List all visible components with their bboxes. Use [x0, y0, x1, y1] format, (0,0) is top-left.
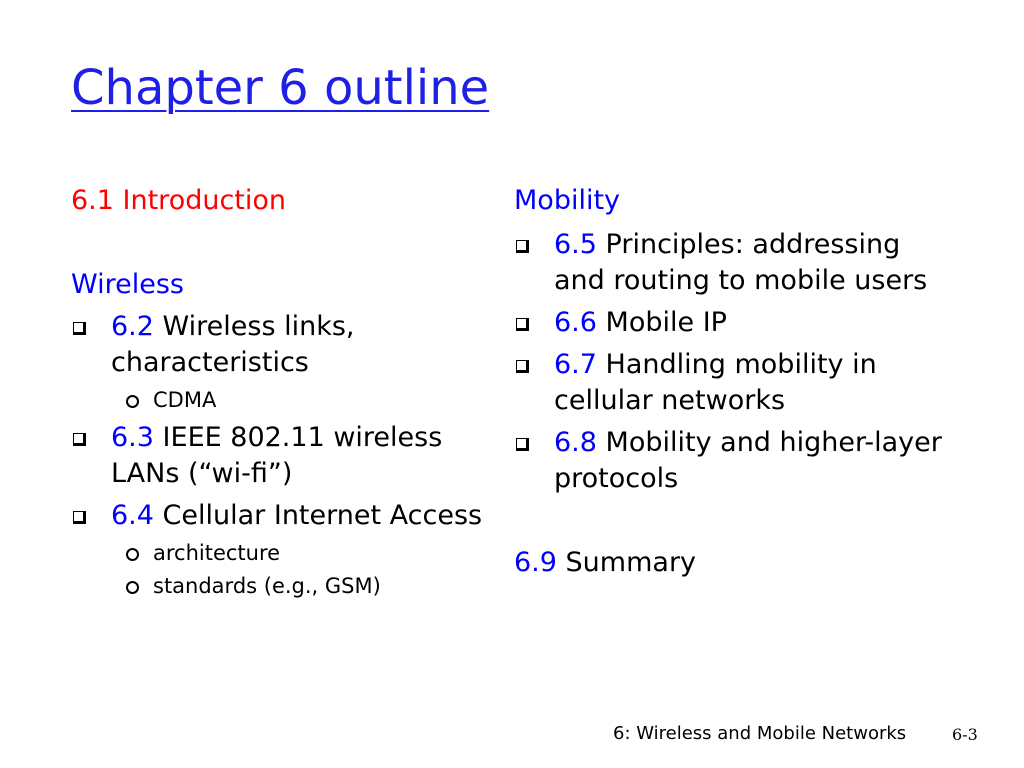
sub-item-standards: [71, 572, 491, 600]
sub-item-text: CDMA: [153, 388, 217, 412]
sub-item-cdma: [71, 386, 491, 414]
left-column: [71, 183, 491, 600]
ring-bullet-icon: [126, 395, 139, 408]
item-number: 6.3: [111, 422, 154, 453]
outline-item-6-4: [71, 498, 491, 534]
ring-bullet-icon: [126, 581, 139, 594]
item-number: 6.4: [111, 500, 154, 531]
item-number: 6.2: [111, 311, 154, 342]
item-number: 6.6: [554, 307, 597, 338]
outline-item-6-5: [514, 227, 954, 299]
square-bullet-icon: [73, 322, 86, 335]
sub-item-architecture: [71, 539, 491, 567]
square-bullet-icon: [516, 438, 529, 451]
square-bullet-icon: [73, 433, 86, 446]
footer-chapter-title: 6: Wireless and Mobile Networks: [613, 723, 907, 744]
item-number: 6.7: [554, 349, 597, 380]
item-number: 6.8: [554, 427, 597, 458]
item-text: IEEE 802.11 wireless LANs (“wi-fi”): [111, 422, 443, 489]
item-text: Cellular Internet Access: [162, 500, 483, 531]
item-text: Handling mobility in cellular networks: [554, 349, 877, 416]
outline-item-6-7: [514, 347, 954, 419]
square-bullet-icon: [73, 511, 86, 524]
summary-number: 6.9: [514, 547, 557, 578]
sub-item-text: architecture: [153, 541, 281, 565]
square-bullet-icon: [516, 360, 529, 373]
section-intro: 6.1 Introduction: [71, 185, 287, 216]
item-number: 6.5: [554, 229, 597, 260]
outline-item-6-6: [514, 305, 954, 341]
slide-title: Chapter 6 outline: [71, 60, 490, 116]
summary-text: Summary: [565, 547, 697, 578]
outline-item-6-2: [71, 309, 491, 381]
item-text: Wireless links, characteristics: [111, 311, 355, 378]
outline-item-6-3: [71, 420, 491, 492]
outline-item-6-8: [514, 425, 954, 497]
section-mobility-heading: Mobility: [514, 185, 621, 216]
ring-bullet-icon: [126, 548, 139, 561]
section-wireless-heading: Wireless: [71, 269, 184, 300]
footer-page-number: 6-3: [952, 725, 978, 744]
item-text: Mobility and higher-layer protocols: [554, 427, 942, 494]
sub-item-text: standards (e.g., GSM): [153, 574, 381, 598]
square-bullet-icon: [516, 240, 529, 253]
square-bullet-icon: [516, 318, 529, 331]
section-summary: [514, 545, 954, 581]
item-text: Mobile IP: [605, 307, 727, 338]
item-text: Principles: addressing and routing to mobile users: [554, 229, 928, 296]
right-column: [514, 183, 954, 581]
